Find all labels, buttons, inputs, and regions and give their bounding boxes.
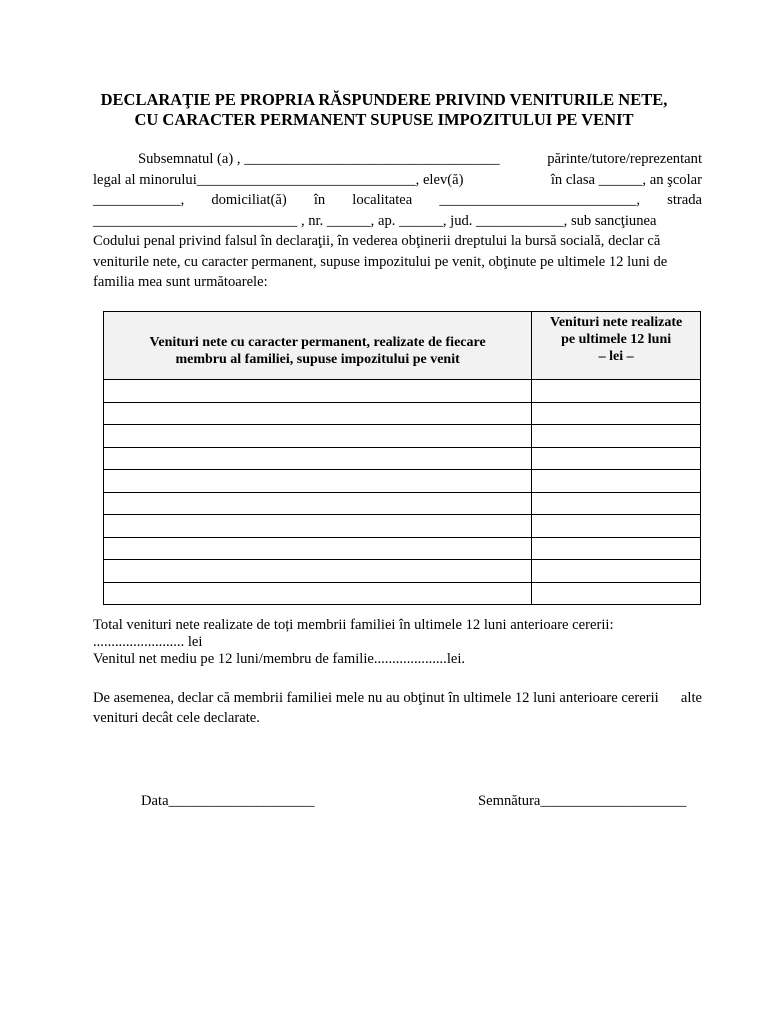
intro-line-7: familia mea sunt următoarele:: [93, 274, 268, 290]
average-income-field[interactable]: Venitul net mediu pe 12 luni/membru de familie....................lei.: [93, 651, 466, 667]
income-amount-cell[interactable]: [532, 537, 701, 560]
income-source-cell[interactable]: [104, 447, 532, 470]
table-row: [104, 582, 701, 605]
table-row: [104, 402, 701, 425]
header-income-amount: Venituri nete realizate pe ultimele 12 luni – lei –: [532, 312, 701, 380]
table-row: [104, 492, 701, 515]
income-amount-cell[interactable]: [532, 380, 701, 403]
table-row: [104, 515, 701, 538]
class-year-field[interactable]: în clasa ______, an şcolar: [550, 171, 702, 188]
intro-line-1: Subsemnatul (a) , ___________________________________ părinte/tutore/reprezentant: [93, 149, 702, 170]
income-source-cell[interactable]: [104, 515, 532, 538]
table-row: [104, 560, 701, 583]
income-source-cell[interactable]: [104, 470, 532, 493]
total-income-label: Total venituri nete realizate de toți membrii familiei în ultimele 12 luni anterioare cererii:: [93, 617, 614, 633]
intro-paragraph: [93, 149, 702, 293]
table-row: [104, 470, 701, 493]
income-source-cell[interactable]: [104, 537, 532, 560]
income-amount-cell[interactable]: [532, 582, 701, 605]
income-source-cell[interactable]: [104, 560, 532, 583]
income-amount-cell[interactable]: [532, 515, 701, 538]
header-income-source: Venituri nete cu caracter permanent, realizate de fiecare membru al familiei, supuse impozitului pe venit: [104, 312, 532, 380]
income-source-cell[interactable]: [104, 425, 532, 448]
income-amount-cell[interactable]: [532, 447, 701, 470]
intro-line-3: ____________, domiciliat(ă) în localitatea ___________________________, strada: [93, 190, 702, 211]
total-income-field[interactable]: ......................... lei: [93, 634, 203, 650]
locality-field[interactable]: ___________________________,: [439, 192, 641, 208]
table-row: [104, 380, 701, 403]
name-field-label[interactable]: Subsemnatul (a) , ___________________________________: [138, 151, 500, 167]
income-table-header: [104, 312, 701, 380]
table-row: [104, 537, 701, 560]
signature-field[interactable]: Semnătura____________________: [478, 793, 687, 809]
table-row: [104, 447, 701, 470]
income-source-cell[interactable]: [104, 402, 532, 425]
title-line-1: DECLARAŢIE PE PROPRIA RĂSPUNDERE PRIVIND VENITURILE NETE,: [100, 90, 668, 109]
income-amount-cell[interactable]: [532, 402, 701, 425]
date-field[interactable]: Data____________________: [141, 793, 315, 809]
income-amount-cell[interactable]: [532, 492, 701, 515]
intro-line-5: Codului penal privind falsul în declaraţii, în vederea obţinerii dreptului la bursă socială, declar că: [93, 233, 661, 249]
minor-name-field[interactable]: legal al minorului______________________________, elev(ă): [93, 171, 464, 188]
document-title: [60, 90, 708, 130]
totals-section: [93, 617, 702, 668]
intro-line-6: veniturile nete, cu caracter permanent, supuse impozitului pe venit, obţinute pe ultimele 12 luni de: [93, 253, 668, 270]
address-field[interactable]: ____________________________ , nr. ______, ap. ______, jud. ____________, sub sancţiunea: [93, 212, 657, 229]
declaration-line-2: venituri decât cele declarate.: [93, 710, 260, 726]
intro-line-2: [93, 170, 702, 191]
income-amount-cell[interactable]: [532, 560, 701, 583]
table-row: [104, 425, 701, 448]
intro-line-4: [93, 211, 702, 232]
declaration-line-1: De asemenea, declar că membrii familiei mele nu au obţinut în ultimele 12 luni anterioare cererii alte: [93, 690, 702, 706]
income-source-cell[interactable]: [104, 582, 532, 605]
income-amount-cell[interactable]: [532, 470, 701, 493]
income-source-cell[interactable]: [104, 492, 532, 515]
income-amount-cell[interactable]: [532, 425, 701, 448]
title-line-2: CU CARACTER PERMANENT SUPUSE IMPOZITULUI PE VENIT: [134, 110, 634, 129]
income-source-cell[interactable]: [104, 380, 532, 403]
additional-declaration: [93, 688, 702, 728]
income-table: [103, 311, 701, 605]
